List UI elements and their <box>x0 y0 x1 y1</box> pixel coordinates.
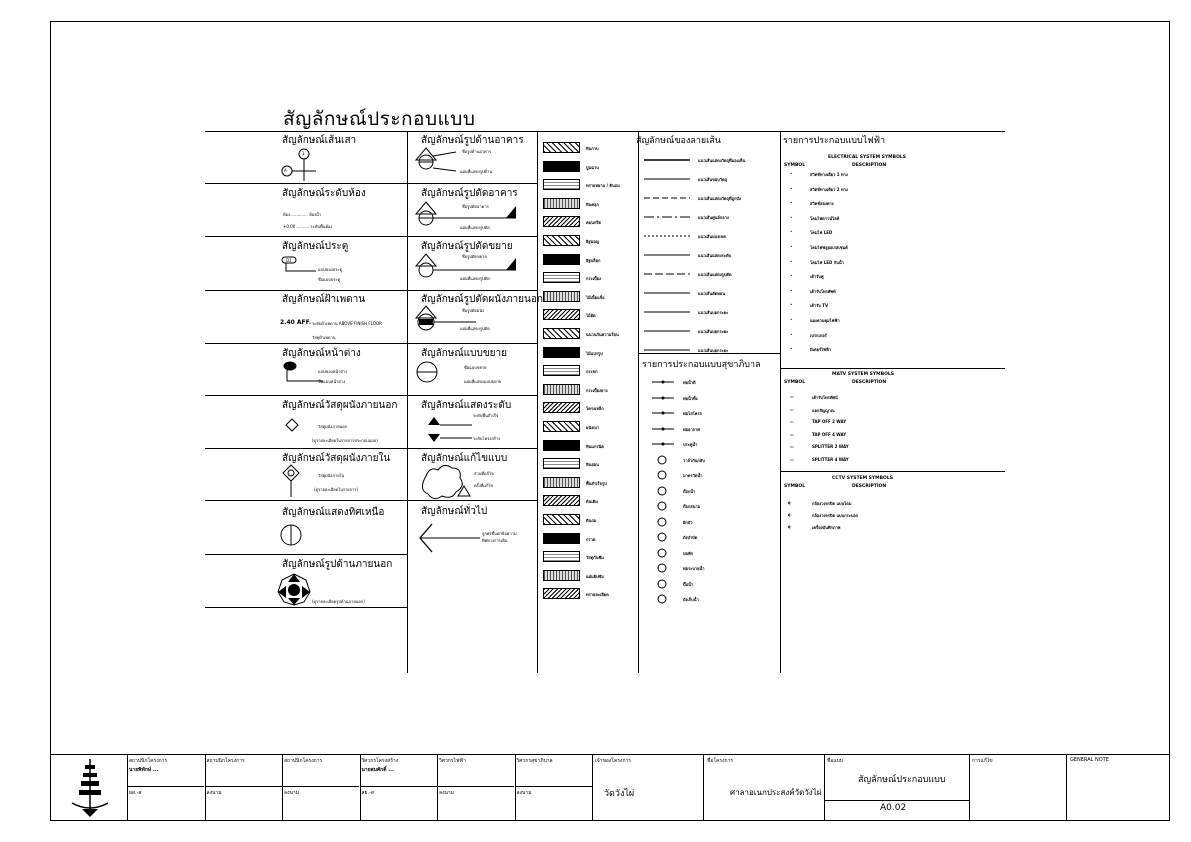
wall-section-label: แผ่นที่แสดงรูปตัด <box>460 326 490 331</box>
line-sample <box>644 347 694 353</box>
cctv-symbol-icon: ◐ <box>788 512 792 517</box>
enlarged-label: แผ่นที่แสดงแบบขยาย <box>464 379 502 384</box>
ceiling-label: ระดับฝ้าเพดาน ABOVE FINISH FLOOR <box>312 321 382 326</box>
elec-label: แผงควบคุมไฟฟ้า <box>810 318 840 323</box>
sanitary-label: ปั๊มน้ำ <box>683 581 694 587</box>
tb-cell-sign: สย.-ส <box>361 790 374 796</box>
line-label: แนวเส้นบอกระยะ <box>698 310 729 315</box>
material-swatch <box>543 328 580 339</box>
wall-int-label: วัสดุผนังภายใน <box>318 473 345 478</box>
tb-cell-sign: ลงนาม <box>284 790 300 796</box>
sanitary-label: ถังเก็บน้ำ <box>683 597 699 602</box>
tb-cell-sign: ลงนาม <box>439 790 455 796</box>
wall-int-note: (ดูรายละเอียดในรายการ) <box>314 487 359 492</box>
elec-label: สวิตช์ทางเดียว 1 ทาง <box>810 172 848 177</box>
grid-bubble-icon <box>280 147 320 181</box>
material-swatch <box>543 495 580 506</box>
room-level: +0.00 .......... ระดับพื้นห้อง <box>283 224 333 229</box>
line-label: แนวเส้นศูนย์กลาง <box>698 215 729 220</box>
sheet-number: A0.02 <box>880 803 907 813</box>
elec-symbol-icon: • <box>790 185 793 191</box>
line-label: แนวเส้นบอกระยะ <box>698 329 729 334</box>
matv-symbol-icon: ▭ <box>790 431 794 437</box>
grid-label-a: A <box>284 168 287 173</box>
elevation-label: แผ่นที่แสดงรูปด้าน <box>460 169 493 174</box>
ceiling-level: 2.40 AFF. <box>280 319 312 326</box>
tb-cell-header: วิศวกรโครงสร้าง <box>361 758 399 764</box>
col1-heading: สัญลักษณ์เส้นเสา <box>282 135 357 146</box>
material-swatch <box>543 384 580 395</box>
matv-symbol-icon: ▭ <box>790 394 794 399</box>
window-label: แบบของหน้าต่าง <box>318 369 348 374</box>
col1-heading: สัญลักษณ์วัสดุผนังภายนอก <box>282 400 398 411</box>
line-label: แนวเส้นแบ่งเขต <box>698 234 726 239</box>
revision-label: ครั้งที่แก้ไข <box>474 483 494 488</box>
elec-symbol-icon: • <box>790 346 793 352</box>
material-swatch <box>543 514 580 525</box>
row-divider <box>205 183 537 184</box>
door-label: แบบของประตู <box>318 267 343 272</box>
enlarged-detail-icon <box>416 359 446 389</box>
elec-symbol-icon: • <box>790 229 793 235</box>
wall-ext-label: วัสดุผนังภายนอก <box>318 424 348 429</box>
material-label: ไม้แปรรูป <box>586 350 603 356</box>
elec-symbol-icon: • <box>790 171 793 176</box>
line-label: แนวเส้นตัดทอน <box>698 291 726 296</box>
line-sample <box>644 328 694 334</box>
elec-label: โคมไฟดาวน์ไลท์ <box>810 215 840 221</box>
revision-header: การแก้ไข <box>972 758 993 764</box>
material-label: ดินถม <box>586 518 597 523</box>
sanitary-symbol-icon <box>652 579 676 589</box>
col1-heading: สัญลักษณ์หน้าต่าง <box>282 348 361 359</box>
col2-heading: สัญลักษณ์รูปด้านอาคาร <box>421 135 524 146</box>
material-swatch <box>543 551 580 562</box>
matv-label: SPLITTER 4 WAY <box>812 457 849 462</box>
tb-cell-sign: ผส.-ส <box>129 790 142 796</box>
col-divider <box>638 131 639 673</box>
section-label: ชื่อรูปตัดอาคาร <box>462 204 489 209</box>
tb-divider <box>282 754 283 820</box>
row-divider <box>780 368 1005 369</box>
sanitary-label: วาล์วกันกลับ <box>683 457 705 463</box>
tb-divider <box>360 786 437 787</box>
general-label: ทิศทางการเดิน <box>482 538 508 543</box>
material-swatch <box>543 309 580 320</box>
grid-label-1: 1 <box>302 151 305 156</box>
tb-divider <box>515 754 516 820</box>
wall-int-icon <box>283 465 303 499</box>
cctv-col-symbol: SYMBOL <box>784 484 806 489</box>
matv-label: TAP OFF 2 WAY <box>812 419 847 425</box>
level-label: ระดับพื้นสำเร็จ <box>473 413 499 418</box>
matv-col-symbol: SYMBOL <box>784 380 806 385</box>
sanitary-symbol-icon <box>652 486 676 496</box>
col2-heading: สัญลักษณ์รูปตัดผนังภายนอก <box>421 294 543 305</box>
material-label: หินอ่อน <box>586 462 599 468</box>
line-sample <box>644 176 694 182</box>
sanitary-heading: รายการประกอบแบบสุขาภิบาล <box>642 360 761 370</box>
elec-symbol-icon: • <box>790 302 793 308</box>
row-divider <box>205 395 537 396</box>
col1-heading: สัญลักษณ์ระดับห้อง <box>282 188 366 199</box>
row-divider <box>205 607 407 608</box>
cctv-col-desc: DESCRIPTION <box>852 484 887 489</box>
tb-cell-header: สถาปนิกโครงการ <box>284 758 323 764</box>
material-label: กระเบื้องยาง <box>586 387 608 393</box>
elec-symbol-icon: • <box>790 331 793 337</box>
material-label: ไม้เนื้อแข็ง <box>586 294 605 300</box>
table-top-line <box>205 131 1005 132</box>
tb-divider <box>205 754 206 820</box>
sanitary-symbol-icon <box>652 455 676 465</box>
material-swatch <box>543 440 580 451</box>
line-sample <box>644 252 694 258</box>
material-label: ผนังเบา <box>586 425 600 430</box>
col1-heading: สัญลักษณ์แสดงทิศเหนือ <box>282 507 385 518</box>
room-label: ห้อง.............. ห้องน้ำ <box>283 212 322 217</box>
material-swatch <box>543 402 580 413</box>
col1-heading: สัญลักษณ์วัสดุผนังภายใน <box>282 453 391 464</box>
cctv-label: เครื่องบันทึกภาพ <box>812 525 841 530</box>
col1-heading: สัญลักษณ์ประตู <box>282 241 349 252</box>
sanitary-label: บ่อพัก <box>683 550 693 556</box>
col1-heading: สัญลักษณ์รูปด้านภายนอก <box>282 559 393 570</box>
col1-heading: สัญลักษณ์ฝ้าเพดาน <box>282 294 366 305</box>
tb-divider <box>515 786 592 787</box>
sanitary-label: ท่อระบายน้ำ <box>683 566 705 571</box>
sanitary-symbol-icon <box>652 439 676 449</box>
north-arrow-icon <box>280 524 304 548</box>
cctv-symbol-icon: ◐ <box>788 524 792 529</box>
tb-cell-sign: ลงนาม <box>516 790 532 796</box>
general-arrow-icon <box>418 522 488 554</box>
tb-cell-header: สถาปนิกโครงการ <box>206 758 245 764</box>
material-swatch <box>543 142 580 153</box>
tb-divider <box>282 786 359 787</box>
project-name: ศาลาอเนกประสงค์วัดวังไผ่ <box>730 788 822 797</box>
elec-label: โคมไฟ LED กันน้ำ <box>810 259 844 265</box>
line-sample <box>644 157 694 163</box>
col2-heading: สัญลักษณ์ทั่วไป <box>421 506 488 517</box>
detail-label: ชื่อรูปตัดขยาย <box>462 254 487 259</box>
material-label: ปูนฉาบ <box>586 164 599 170</box>
sanitary-symbol-icon <box>652 532 676 542</box>
elec-symbol-icon: • <box>790 244 793 249</box>
cctv-symbol-icon: ◐ <box>788 500 792 505</box>
col-divider <box>537 131 538 673</box>
sanitary-symbol-icon <box>652 517 676 527</box>
material-swatch <box>543 254 580 265</box>
sanitary-symbol-icon <box>652 594 676 604</box>
material-label: ไม้อัด <box>586 313 596 319</box>
temple-logo-icon <box>70 757 110 819</box>
material-label: กรวด <box>586 536 596 542</box>
material-label: แผ่นยิปซัม <box>586 573 604 579</box>
elec-label: สวิตช์ทางเดียว 2 ทาง <box>810 186 848 192</box>
tb-divider <box>127 786 204 787</box>
material-label: คอนกรีต <box>586 220 601 226</box>
matv-symbol-icon: ▭ <box>790 419 794 425</box>
line-sample <box>644 214 694 220</box>
tb-cell-header: สถาปนิกโครงการ <box>129 758 168 764</box>
tb-divider <box>127 754 128 820</box>
tb-cell-sign: ลงนาม <box>206 790 222 796</box>
col2-heading: สัญลักษณ์รูปตัดขยาย <box>421 241 513 252</box>
material-label: โครงเหล็ก <box>586 406 604 412</box>
owner-name: วัดวังไผ่ <box>604 789 635 799</box>
material-label: หินคลุก <box>586 201 599 207</box>
sanitary-symbol-icon <box>652 548 676 558</box>
material-swatch <box>543 216 580 227</box>
sanitary-label: ก๊อกน้ำ <box>683 488 696 494</box>
sanitary-label: ท่ออากาศ <box>683 426 700 432</box>
door-tag: D1 <box>286 258 292 263</box>
material-label: หินแกรนิต <box>586 443 604 449</box>
material-label: วัสดุกันซึม <box>586 555 604 561</box>
material-swatch <box>543 570 580 581</box>
matv-label: TAP OFF 4 WAY <box>812 431 847 437</box>
elec-symbol-icon: • <box>790 273 793 279</box>
level-label: ระดับโครงสร้าง <box>473 436 501 441</box>
elec-label: สวิตช์สองทาง <box>810 201 834 207</box>
tb-divider <box>437 786 514 787</box>
sanitary-symbol-icon <box>652 408 676 418</box>
sheet-title: สัญลักษณ์ประกอบแบบ <box>858 775 946 785</box>
elec-col-desc: DESCRIPTION <box>852 163 887 168</box>
material-label: ทรายละเอียด <box>586 592 609 598</box>
elec-label: โคมไฟ LED <box>810 230 833 236</box>
material-swatch <box>543 235 580 246</box>
material-swatch <box>543 272 580 283</box>
enlarged-label: ชื่อแบบขยาย <box>464 365 487 370</box>
line-label: แนวเส้นแสดงระดับ <box>698 253 732 258</box>
elevation-key-icon <box>276 572 312 606</box>
ceiling-label: วัสดุฝ้าเพดาน <box>312 335 336 340</box>
sanitary-symbol-icon <box>652 424 676 434</box>
line-sample <box>644 309 694 315</box>
line-sample <box>644 271 694 277</box>
material-label: ทรายหยาบ / ดินถม <box>586 183 620 189</box>
wall-ext-note: (ดูรายละเอียดในรายการประกอบแบบ) <box>312 438 378 443</box>
sanitary-label: ก๊อกสนาม <box>683 504 701 509</box>
elevation-label: ชื่อรูปด้านอาคาร <box>462 149 492 154</box>
cctv-label: กล้องวงจรปิด แบบโดม <box>812 501 852 506</box>
row-divider <box>205 554 407 555</box>
matv-col-desc: DESCRIPTION <box>852 380 887 385</box>
drawing-frame <box>50 21 1170 821</box>
window-tag-icon <box>283 361 323 385</box>
page-title: สัญลักษณ์ประกอบแบบ <box>283 108 476 130</box>
tb-divider <box>437 754 438 820</box>
elec-label: เบรกเกอร์ <box>810 332 827 338</box>
matv-label: SPLITTER 2 WAY <box>812 444 849 450</box>
cctv-label: กล้องวงจรปิด แบบกระบอก <box>812 513 859 518</box>
tb-cell-name: นายสมศักดิ์ ... <box>361 767 394 773</box>
material-label: กระจก <box>586 369 598 375</box>
sanitary-label: ประตูน้ำ <box>683 442 698 447</box>
row-divider <box>205 448 537 449</box>
row-divider <box>205 500 537 501</box>
elec-label: มิเตอร์ไฟฟ้า <box>810 347 832 353</box>
material-swatch <box>543 365 580 376</box>
elec-label: เต้ารับ TV <box>810 303 829 309</box>
col-divider <box>407 131 408 673</box>
matv-symbol-icon: ▭ <box>790 457 794 462</box>
material-label: อิฐมอญ <box>586 239 600 244</box>
tb-cell-header: วิศวกรสุขาภิบาล <box>516 758 553 764</box>
elec-symbol-icon: • <box>790 200 793 206</box>
col2-heading: สัญลักษณ์แสดงระดับ <box>421 400 512 411</box>
tb-cell-header: วิศวกรไฟฟ้า <box>439 758 466 764</box>
lines-heading: สัญลักษณ์ของลายเส้น <box>636 136 721 146</box>
material-swatch <box>543 291 580 302</box>
sanitary-symbol-icon <box>652 393 676 403</box>
material-swatch <box>543 161 580 172</box>
line-label: แนวเส้นแสดงวัตถุที่มองเห็น <box>698 158 746 163</box>
tb-divider <box>205 786 282 787</box>
sanitary-symbol-icon <box>652 470 676 480</box>
sanitary-label: ท่อน้ำทิ้ง <box>683 395 698 401</box>
material-label: อิฐบล็อก <box>586 257 601 263</box>
col2-heading: สัญลักษณ์แบบขยาย <box>421 348 507 359</box>
col-divider <box>780 131 781 673</box>
material-swatch <box>543 588 580 599</box>
sanitary-label: ท่อโสโครก <box>683 411 703 416</box>
sanitary-label: ฝักบัว <box>683 519 693 525</box>
material-label: ฉนวนกันความร้อน <box>586 332 619 337</box>
notes-header: GENERAL NOTE <box>1070 757 1109 763</box>
tb-divider <box>360 754 361 820</box>
elec-symbol-icon: • <box>790 214 793 220</box>
sanitary-symbol-icon <box>652 563 676 573</box>
elec-sub: ELECTRICAL SYSTEM SYMBOLS <box>828 155 907 160</box>
elec-symbol-icon: • <box>790 317 793 322</box>
material-swatch <box>543 347 580 358</box>
revision-cloud-icon <box>418 464 478 500</box>
row-divider <box>205 236 537 237</box>
matv-symbol-icon: ▭ <box>790 406 794 412</box>
matv-label: เต้ารับโทรทัศน์ <box>812 395 838 400</box>
row-divider <box>205 290 537 291</box>
elec-label: โคมไฟฟลูออเรสเซนต์ <box>810 245 848 250</box>
material-swatch <box>543 533 580 544</box>
sanitary-label: ท่อน้ำดี <box>683 380 696 385</box>
sanitary-label: มาตรวัดน้ำ <box>683 473 703 478</box>
elec-col-symbol: SYMBOL <box>784 163 806 168</box>
elevation-key-note: (ดูรายละเอียดรูปด้านภายนอก) <box>312 599 365 604</box>
line-label: แนวเส้นแสดงรูปตัด <box>698 272 732 277</box>
cctv-sub: CCTV SYSTEM SYMBOLS <box>832 476 893 481</box>
material-swatch <box>543 477 580 488</box>
material-swatch <box>543 179 580 190</box>
detail-label: แผ่นที่แสดงรูปตัด <box>460 276 490 281</box>
material-swatch <box>543 421 580 432</box>
line-label: แนวเส้นบอกระยะ <box>698 348 729 353</box>
window-label: ชื่อแบบหน้าต่าง <box>318 379 346 384</box>
section-label: แผ่นที่แสดงรูปตัด <box>460 225 490 230</box>
material-label: หินกาบ <box>586 146 599 151</box>
door-label: ชื่อแบบประตู <box>318 277 341 282</box>
material-label: พื้นสำเร็จรูป <box>586 480 607 486</box>
tb-cell-name: นายพิทักษ์ ... <box>129 767 159 773</box>
material-label: กระเบื้อง <box>586 276 601 282</box>
elec-symbol-icon: • <box>790 258 793 264</box>
elec-heading: รายการประกอบแบบไฟฟ้า <box>783 136 885 146</box>
project-header: ชื่อโครงการ <box>707 758 734 764</box>
line-sample <box>644 195 694 201</box>
row-divider <box>205 343 537 344</box>
titleblock-top <box>50 754 1170 755</box>
row-divider <box>780 471 1005 472</box>
line-label: แนวเส้นขอบวัตถุ <box>698 177 728 182</box>
sanitary-symbol-icon <box>652 377 676 387</box>
owner-header: เจ้าของโครงการ <box>595 758 631 764</box>
elec-symbol-icon: • <box>790 287 793 293</box>
col2-heading: สัญลักษณ์แก้ไขแบบ <box>421 453 508 464</box>
general-label: ลูกศรชี้บอกข้อความ <box>482 531 517 536</box>
material-swatch <box>543 458 580 469</box>
material-swatch <box>543 198 580 209</box>
wall-section-label: ชื่อรูปตัดผนัง <box>462 308 485 313</box>
sanitary-symbol-icon <box>652 501 676 511</box>
sanitary-label: ถังบำบัด <box>683 535 698 540</box>
matv-sub: MATV SYSTEM SYMBOLS <box>832 372 895 377</box>
col2-heading: สัญลักษณ์รูปตัดอาคาร <box>421 188 518 199</box>
elec-label: เต้ารับคู่ <box>810 274 824 280</box>
line-sample <box>644 233 694 239</box>
revision-label: ส่วนที่แก้ไข <box>474 471 494 476</box>
line-sample <box>644 290 694 296</box>
matv-label: แยกสัญญาณ <box>812 407 835 413</box>
material-label: ดินเดิม <box>586 499 598 505</box>
matv-symbol-icon: ▭ <box>790 444 794 450</box>
sheet-title-header: ชื่อแบบ <box>827 758 843 764</box>
line-label: แนวเส้นแสดงวัตถุที่ถูกบัง <box>698 196 741 201</box>
elec-label: เต้ารับโทรศัพท์ <box>810 288 836 294</box>
wall-ext-icon <box>286 419 302 433</box>
